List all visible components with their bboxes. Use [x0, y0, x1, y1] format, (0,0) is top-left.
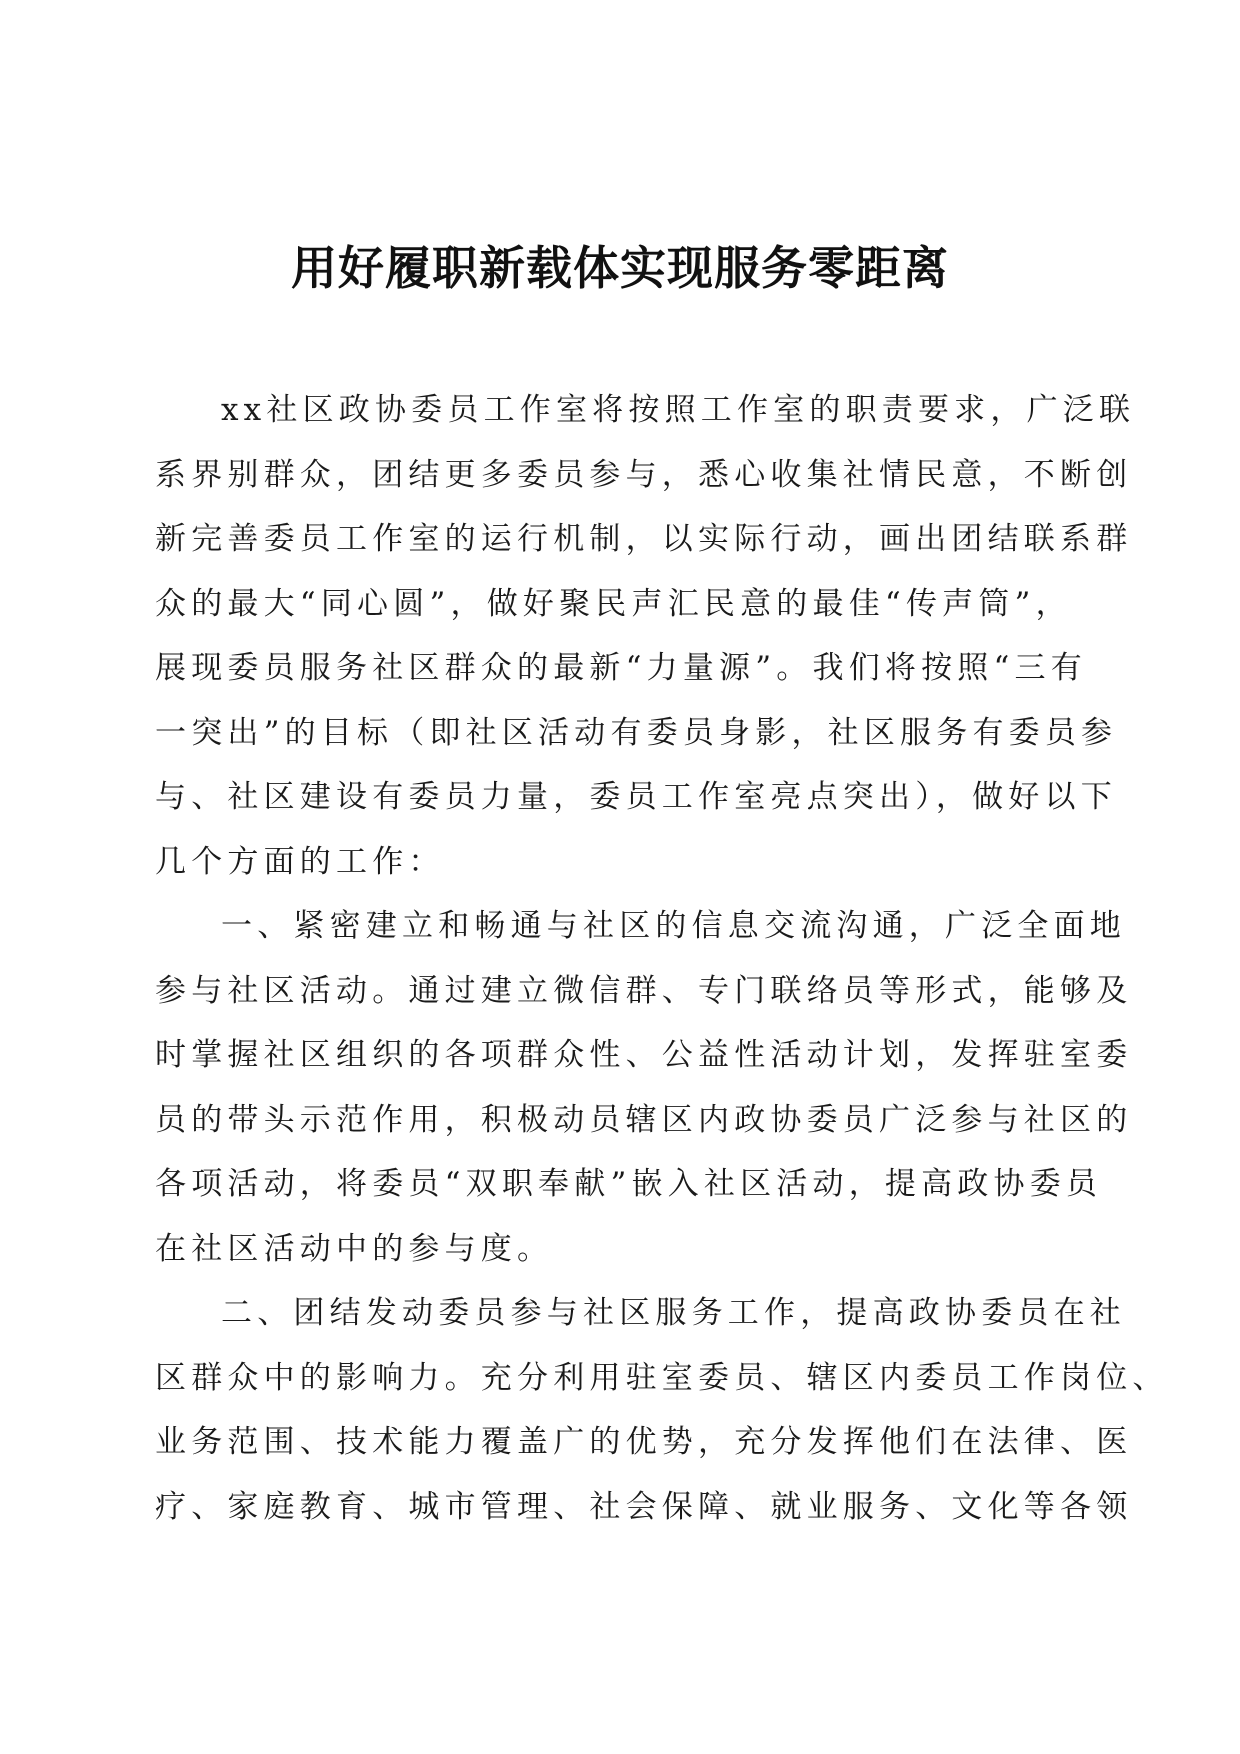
paragraph-section-2 [155, 1281, 1169, 1539]
paragraph-line: 区群众中的影响力。充分利用驻室委员、辖区内委员工作岗位、 [155, 1359, 1169, 1396]
paragraph-line: 各项活动，将委员“双职奉献”嵌入社区活动，提高政协委员 [155, 1166, 1103, 1202]
document-body [155, 378, 1169, 1539]
paragraph-line: 二、团结发动委员参与社区服务工作，提高政协委员在社 [221, 1295, 1126, 1331]
paragraph-intro [155, 378, 1136, 894]
paragraph-line: 新完善委员工作室的运行机制，以实际行动，画出团结联系群 [155, 521, 1133, 557]
paragraph-section-1 [155, 894, 1133, 1281]
paragraph-line: 时掌握社区组织的各项群众性、公益性活动计划，发挥驻室委 [155, 1037, 1133, 1073]
paragraph-line: 一、紧密建立和畅通与社区的信息交流沟通，广泛全面地 [221, 908, 1126, 944]
paragraph-line: 众的最大“同心圆”，做好聚民声汇民意的最佳“传声筒”， [155, 585, 1072, 622]
paragraph-line: 员的带头示范作用，积极动员辖区内政协委员广泛参与社区的 [155, 1101, 1133, 1138]
paragraph-line: 疗、家庭教育、城市管理、社会保障、就业服务、文化等各领 [155, 1488, 1133, 1525]
document-title: 用好履职新载体实现服务零距离 [291, 241, 949, 295]
paragraph-line: 参与社区活动。通过建立微信群、专门联络员等形式，能够及 [155, 972, 1133, 1009]
paragraph-line: 与、社区建设有委员力量，委员工作室亮点突出），做好以下 [155, 779, 1117, 815]
paragraph-line: 几个方面的工作： [155, 843, 445, 880]
paragraph-line: 一突出”的目标（即社区活动有委员身影，社区服务有委员参 [155, 714, 1118, 751]
paragraph-line: 系界别群众，团结更多委员参与，悉心收集社情民意，不断创 [155, 456, 1133, 493]
paragraph-line: xx社区政协委员工作室将按照工作室的职责要求，广泛联 [221, 392, 1136, 428]
paragraph-line: 业务范围、技术能力覆盖广的优势，充分发挥他们在法律、医 [155, 1424, 1133, 1460]
paragraph-line: 在社区活动中的参与度。 [155, 1230, 554, 1267]
paragraph-line: 展现委员服务社区群众的最新“力量源”。我们将按照“三有 [155, 650, 1087, 686]
